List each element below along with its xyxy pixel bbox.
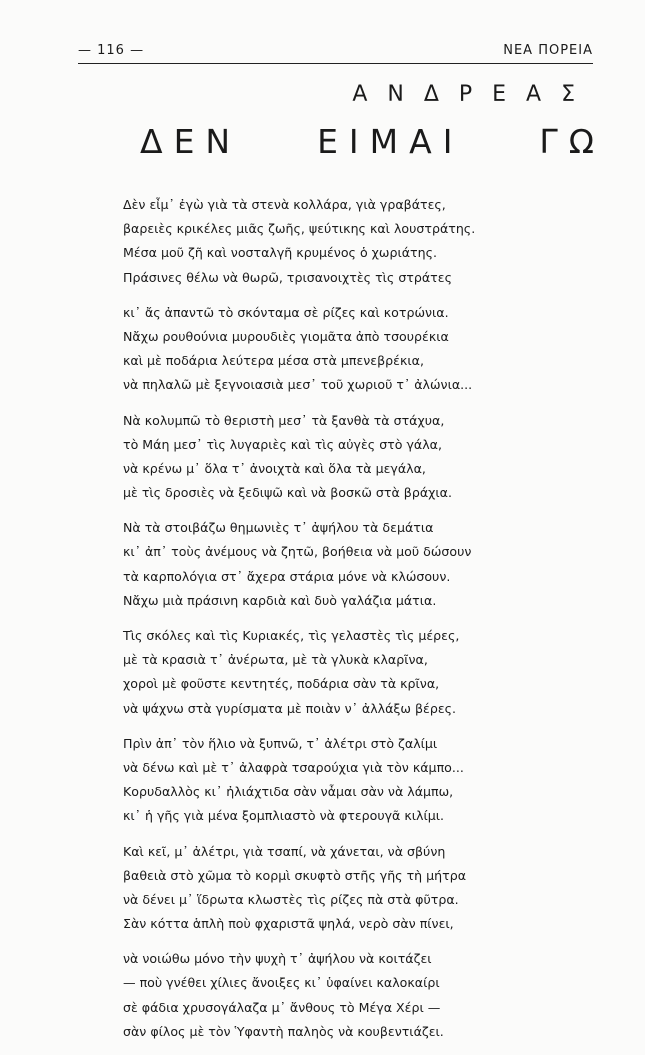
title-word: ΔΕΝ xyxy=(140,122,242,161)
poem-line: βαρειὲς κρικέλες μιᾶς ζωῆς, ψεύτικης καὶ λουστράτης. xyxy=(123,221,476,237)
poem-line: νὰ νοιώθω μόνο τὴν ψυχὴ τ᾽ ἀψήλου νὰ κοιτάζει xyxy=(123,951,432,967)
poem-line: νὰ δένει μ᾽ ἵδρωτα κλωστὲς τὶς ρίζες πὰ στὰ φῦτρα. xyxy=(123,891,459,907)
title-word: ΕΙΜΑΙ xyxy=(317,122,464,161)
poem-line: Τὶς σκόλες καὶ τὶς Κυριακές, τὶς γελαστὲς τὶς μέρες, xyxy=(123,628,460,643)
poem-line: Πράσινες θέλω νὰ θωρῶ, τρισανοιχτὲς τὶς στράτες xyxy=(123,269,452,285)
poem-line: Νὰ τὰ στοιβάζω θημωνιὲς τ᾽ ἀψήλου τὰ δεμάτια xyxy=(123,520,434,536)
stanza xyxy=(123,193,585,290)
poem-line: νὰ δένω καὶ μὲ τ᾽ ἀλαφρὰ τσαρούχια γιὰ τὸν κάμπο... xyxy=(123,759,464,775)
journal-name: ΝΕΑ ΠΟΡΕΙΑ xyxy=(503,42,593,58)
poem-line: νὰ πηλαλῶ μὲ ξεγνοιασιὰ μεσ᾽ τοῦ χωριοῦ τ᾽ ἀλώνια... xyxy=(123,377,473,393)
author-name: ΑΝΔΡΕΑΣ xyxy=(352,82,595,107)
poem-title xyxy=(140,122,605,161)
stanza xyxy=(123,732,585,829)
poem-line: σὰν φίλος μὲ τὸν Ὑφαντὴ παληὸς νὰ κουβεντιάζει. xyxy=(123,1023,444,1039)
stanza xyxy=(123,840,585,937)
poem-line: Νἄχω ρουθούνια μυρουδιὲς γιομᾶτα ἀπὸ τσουρέκια xyxy=(123,328,449,344)
poem-line: Σὰν κόττα ἁπλὴ ποὺ φχαριστᾶ ψηλά, νερὸ σὰν πίνει, xyxy=(123,916,454,932)
poem-line: βαθειὰ στὸ χῶμα τὸ κορμὶ σκυφτὸ στῆς γῆς τὴ μήτρα xyxy=(123,867,467,883)
stanza xyxy=(123,301,585,398)
poem-line: — ποὺ γνέθει χίλιες ἄνοιξες κι᾽ ὑφαίνει καλοκαίρι xyxy=(123,975,440,991)
poem-line: νὰ ψάχνω στὰ γυρίσματα μὲ ποιὰν ν᾽ ἀλλάξω βέρες. xyxy=(123,700,457,716)
poem-line: Δὲν εἶμ᾽ ἐγὼ γιὰ τὰ στενὰ κολλάρα, γιὰ γραβάτες, xyxy=(123,197,446,212)
poem-line: Πρὶν ἀπ᾽ τὸν ἥλιο νὰ ξυπνῶ, τ᾽ ἀλέτρι στὸ ζαλίμι xyxy=(123,735,438,751)
poem-line: Κορυδαλλὸς κι᾽ ἠλιάχτιδα σὰν νἆμαι σὰν νὰ λάμπω, xyxy=(123,784,454,800)
poem-line: κι᾽ ἡ γῆς γιὰ μένα ξομπλιαστὸ νὰ φτερουγᾶ κιλίμι. xyxy=(123,808,445,824)
stanza xyxy=(123,409,585,506)
stanza xyxy=(123,947,585,1044)
poem-body xyxy=(123,193,585,1055)
title-word: ΓΩ xyxy=(539,122,605,161)
poem-line: Νἄχω μιὰ πράσινη καρδιὰ καὶ δυὸ γαλάζια μάτια. xyxy=(123,592,437,608)
stanza xyxy=(123,624,585,721)
poem-line: νὰ κρένω μ᾽ ὅλα τ᾽ ἀνοιχτὰ καὶ ὅλα τὰ μεγάλα, xyxy=(123,460,426,476)
poem-line: τὸ Μάη μεσ᾽ τὶς λυγαριὲς καὶ τὶς αὐγὲς στὸ γάλα, xyxy=(123,436,442,452)
header-rule xyxy=(78,63,593,64)
poem-line: κι᾽ ἀπ᾽ τοὺς ἀνέμους νὰ ζητῶ, βοήθεια νὰ μοῦ δώσουν xyxy=(123,544,472,560)
stanza xyxy=(123,516,585,613)
poem-line: μὲ τὰ κρασιὰ τ᾽ ἀνέρωτα, μὲ τὰ γλυκὰ κλαρῖνα, xyxy=(123,652,428,668)
poem-line: Καὶ κεῖ, μ᾽ ἀλέτρι, γιὰ τσαπί, νὰ χάνεται, νὰ σβύνη xyxy=(123,843,446,859)
poem-line: τὰ καρπολόγια στ᾽ ἄχερα στάρια μόνε νὰ κλώσουν. xyxy=(123,568,451,584)
poem-line: σὲ φάδια χρυσογάλαζα μ᾽ ἄνθους τὸ Μέγα Χέρι — xyxy=(123,999,441,1015)
page-number: — 116 — xyxy=(78,42,145,58)
poem-line: καὶ μὲ ποδάρια λεύτερα μέσα στὰ μπενεβρέκια, xyxy=(123,353,424,369)
poem-line: κι᾽ ἄς ἀπαντῶ τὸ σκόνταμα σὲ ρίζες καὶ κοτρώνια. xyxy=(123,304,449,320)
poem-line: Νὰ κολυμπῶ τὸ θεριστὴ μεσ᾽ τὰ ξανθὰ τὰ στάχυα, xyxy=(123,412,445,428)
poem-line: χοροὶ μὲ φοῦστε κεντητές, ποδάρια σὰν τὰ κρῖνα, xyxy=(123,676,440,692)
page-header xyxy=(78,40,593,60)
poem-line: μὲ τὶς δροσιὲς νὰ ξεδιψῶ καὶ νὰ βοσκῶ στὰ βράχια. xyxy=(123,485,452,501)
poem-line: Μέσα μοῦ ζῆ καὶ νοσταλγῆ κρυμένος ὁ χωριάτης. xyxy=(123,245,437,261)
